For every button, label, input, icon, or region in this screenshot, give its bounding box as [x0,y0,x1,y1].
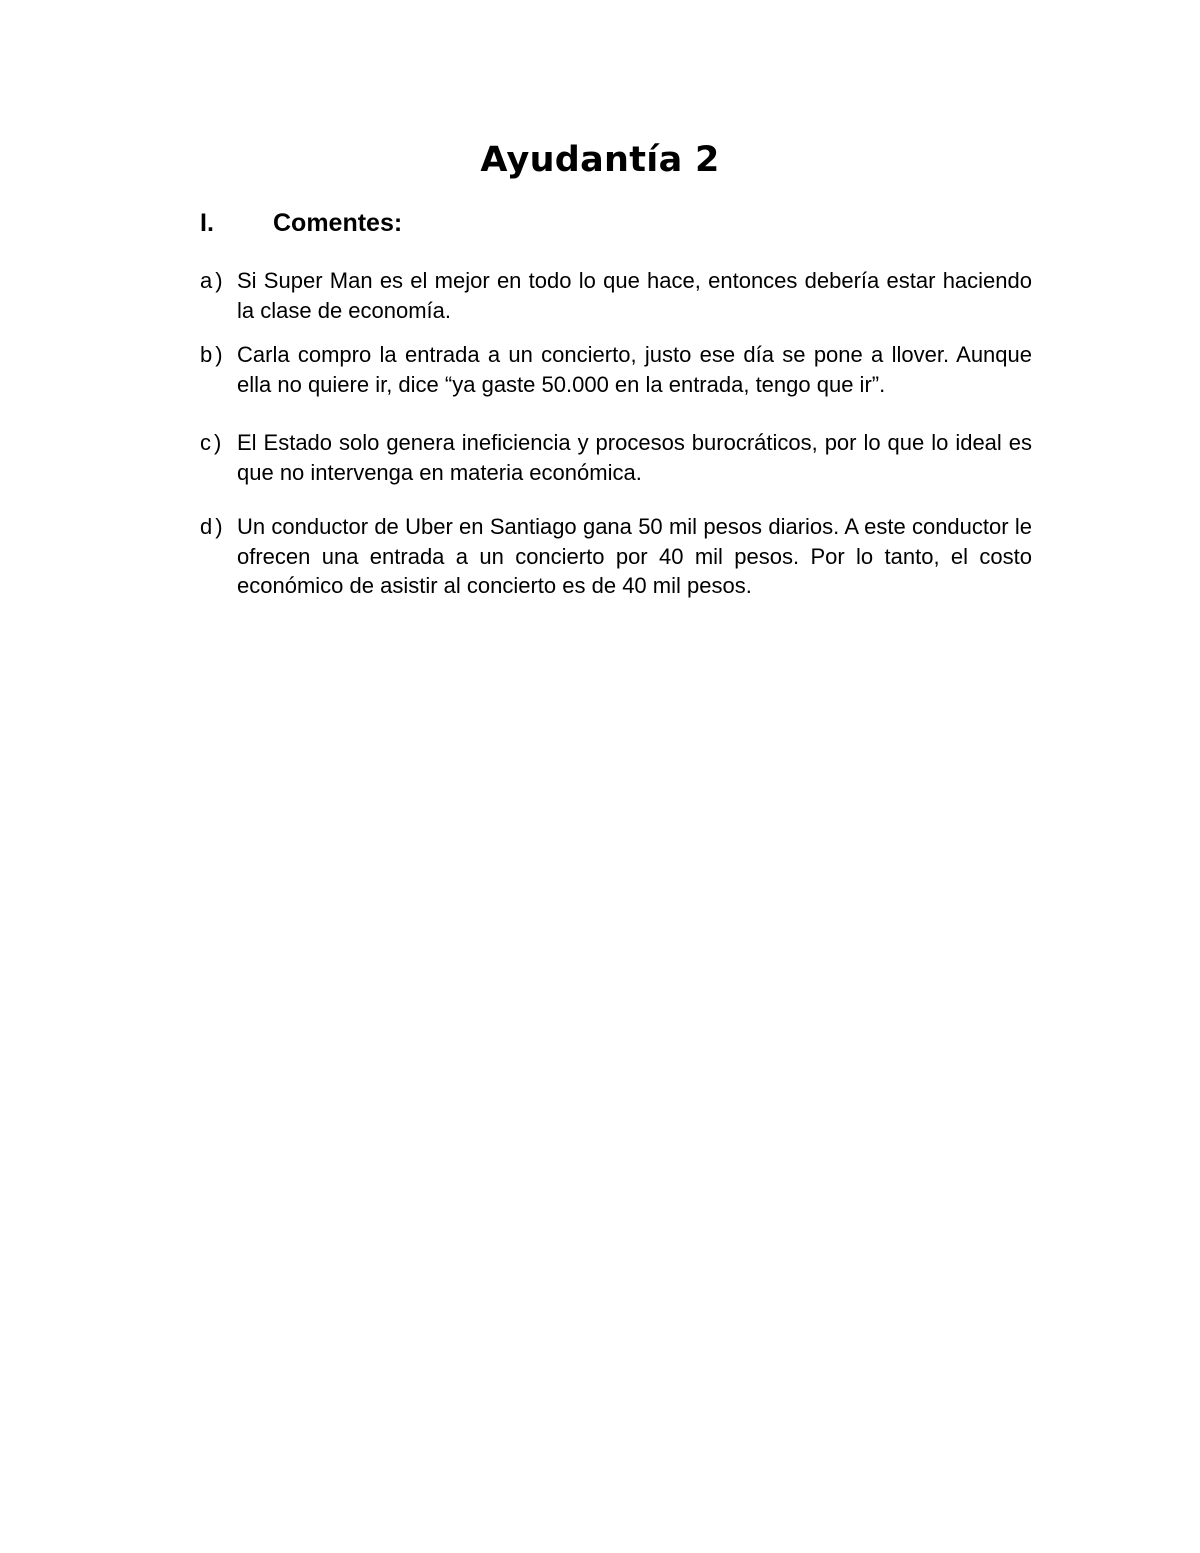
list-item-text: Carla compro la entrada a un concierto, justo ese día se pone a llover. Aunque ella no quiere ir, dice “ya gaste 50.000 en la entrada, tengo que ir”. [237,342,1032,397]
list-item-marker: d) [200,514,226,539]
section-label: Comentes: [273,209,403,237]
list-item-d [200,512,1032,601]
list-item-marker: b) [200,342,226,367]
list-item-text: El Estado solo genera ineficiencia y procesos burocráticos, por lo que lo ideal es que no intervenga en materia económica. [237,430,1032,485]
list-item-marker: a) [200,268,226,293]
document-title: Ayudantía 2 [480,140,720,180]
list-item-marker: c) [200,430,225,455]
list-item-text: Un conductor de Uber en Santiago gana 50 mil pesos diarios. A este conductor le ofrecen una entrada a un concierto por 40 mil pesos. Por lo tanto, el costo económico de asistir al concierto es de 40 mil pesos. [237,514,1032,598]
list-item-c [200,428,1032,487]
list-item-text: Si Super Man es el mejor en todo lo que hace, entonces debería estar haciendo la clase de economía. [237,268,1032,323]
list-item-b [200,340,1032,399]
section-number: I. [200,209,214,237]
list-item-a [200,266,1032,325]
